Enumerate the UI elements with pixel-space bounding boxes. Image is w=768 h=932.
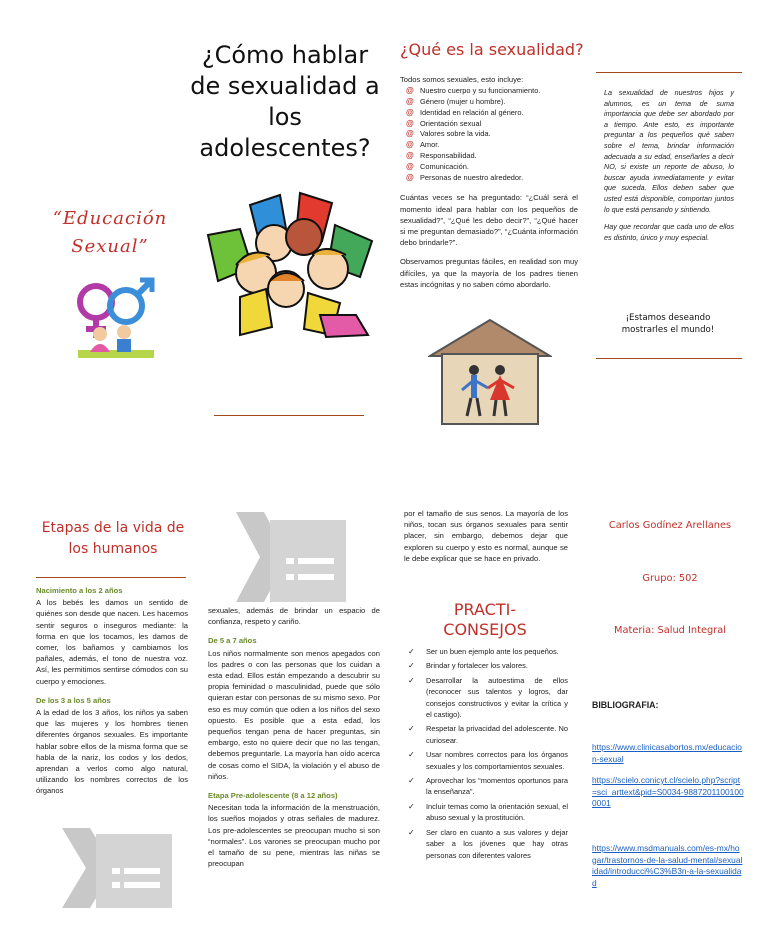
- practiconsejos-heading-line2: CONSEJOS: [443, 620, 527, 639]
- children-circle-illustration: [200, 185, 380, 340]
- at-bullet-icon: @: [406, 161, 414, 171]
- house-family-illustration: [428, 318, 552, 428]
- check-icon: ✓: [408, 724, 415, 734]
- check-icon: ✓: [408, 776, 415, 786]
- check-icon: ✓: [408, 647, 415, 656]
- bibliography-title: BIBLIOGRAFIA:: [592, 700, 659, 710]
- list-item: @ Valores sobre la vida.: [406, 129, 491, 139]
- list-item: @ Identidad en relación al género.: [406, 107, 524, 117]
- list-item: @ Amor.: [406, 140, 440, 150]
- list-item: @ Orientación sexual: [406, 118, 482, 128]
- list-item: ✓ Incluir temas como la orientación sexual, el abuso sexual y la prostitución.: [408, 801, 568, 823]
- back1-divider: [36, 577, 186, 578]
- at-bullet-icon: @: [406, 107, 414, 117]
- list-item: @ Comunicación.: [406, 161, 469, 171]
- check-icon: ✓: [408, 827, 415, 837]
- col4-closing: ¡Estamos deseando mostrarles el mundo!: [621, 313, 715, 335]
- at-bullet-icon: @: [406, 86, 414, 96]
- image-placeholder-icon: [236, 512, 346, 602]
- col4-text: [604, 88, 734, 250]
- list-item: ✓ Aprovechar los “momentos oportunos para la enseñanza”.: [408, 776, 568, 797]
- stage3-title: De 5 a 7 años: [208, 636, 257, 646]
- author-name: Carlos Godínez Arellanes: [608, 520, 732, 531]
- list-item: @ Nuestro cuerpo y su funcionamiento.: [406, 86, 541, 96]
- biblio-link-2[interactable]: https://scielo.conicyt.cl/scielo.php?script=sci_arttext&pid=S0034-98872011001000001: [592, 775, 744, 808]
- practiconsejos-heading: [410, 600, 560, 640]
- at-bullet-icon: @: [406, 172, 414, 182]
- subtitle-line1: “Educación: [52, 208, 168, 229]
- group-label: Grupo: 502: [642, 573, 698, 584]
- col2-divider: [214, 415, 364, 416]
- list-item: @ Personas de nuestro alrededor.: [406, 172, 524, 182]
- stage4-text: Necesitan toda la información de la menstruación, los sueños mojados y otras señales de madurez. Los pre-adolescentes se preocupan mucho si son “normales”. Los varones se preocupan mucho por el tamaño de su pene, mientras las niñas se preocupan: [208, 803, 380, 869]
- subject-label: Materia: Salud Integral: [614, 625, 726, 636]
- biblio-link-1[interactable]: https://www.clinicasabortos.mx/educacion-sexual: [592, 742, 742, 764]
- gender-symbols-image: [68, 272, 164, 368]
- stage1-text: A los bebés les damos un sentido de quiénes son desde que nacen. Les hacemos sentir seguros o inseguros mediante: la forma en que los tocamos, les damos de comer, los bañamos y cambiamos los pañales, además, el tono de nuestra voz. Así, les permitimos sentirse cómodos con su cuerpo y emociones.: [36, 598, 188, 686]
- list-item: ✓ Desarrollar la autoestima de ellos (reconocer sus talentos y logros, dar consejos constructivos y evitar la crítica y el castigo).: [408, 675, 568, 720]
- check-icon: ✓: [408, 750, 415, 760]
- col4-paragraph-1: La sexualidad de nuestros hijos y alumnos, es un tema de suma importancia que debe ser abordado por a tiempo. Ante esto, es importante preguntar a los pequeños qué saben sobre el tema, brindar información adecuada a su edad, enseñarles a decir NO, si existe un reporte de abuso, lo buscar ayuda inmediatamente y evitar que suceda. Ellos deben saber que usted está disponible, comportan juntos lo que está pensando y sintiendo.: [604, 88, 734, 214]
- etapas-continued-section: [208, 605, 380, 877]
- at-bullet-icon: @: [406, 140, 414, 150]
- list-item: @ Responsabilidad.: [406, 150, 477, 160]
- sexualidad-heading: ¿Qué es la sexualidad?: [400, 40, 584, 59]
- check-icon: ✓: [408, 661, 415, 671]
- at-bullet-icon: @: [406, 150, 414, 160]
- subtitle-line2: Sexual”: [71, 236, 149, 257]
- biblio-link-3[interactable]: https://www.msdmanuals.com/es-mx/hogar/trastornos-de-la-salud-mental/sexualidad/introducci%C3%B3n-a-la-sexualidad: [592, 843, 743, 888]
- at-bullet-icon: @: [406, 129, 414, 139]
- sexualidad-section: [400, 74, 578, 298]
- sexualidad-intro: Todos somos sexuales, esto incluye:: [400, 75, 524, 84]
- at-bullet-icon: @: [406, 118, 414, 128]
- image-placeholder-icon: [62, 828, 172, 908]
- sexualidad-questions-paragraph: Cuántas veces se ha preguntado: “¿Cuál será el momento ideal para hablar con los pequeños de sexualidad?”, “¿Qué les debo decir?”, “¿Qué hacer si me preguntan demasiado?”, “¿Cuánta información debo brindarle?”.: [400, 193, 578, 248]
- stage4-title: Etapa Pre-adolescente (8 a 12 años): [208, 791, 338, 801]
- stage3-text: Los niños normalmente son menos apegados con los padres o con las personas que los cuidan a esta edad. Ellos están empezando a descubrir su propia feminidad o masculinidad, puede que sólo quieran estar con personas de su mismo sexo. Por eso es muy común que odien a los niños del sexo opuesto. Es posible que a esta edad, los pequeños tengan pena de hacer preguntas, sin embargo, esto no quiere decir que no las tengan, debemos preguntarle. La mayoría han oído acerca de cosas como el SIDA, la violación y el abuso de niños.: [208, 648, 380, 781]
- list-item: ✓ Ser claro en cuanto a sus valores y dejar saber a los jóvenes que hay otras personas con diferentes valores: [408, 827, 568, 860]
- list-item: ✓ Respetar la privacidad del adolescente. No curiosear.: [408, 724, 568, 745]
- check-icon: ✓: [408, 801, 415, 811]
- subtitle-educacion-sexual: [40, 205, 180, 261]
- list-item: ✓ Brindar y fortalecer los valores.: [408, 661, 528, 671]
- col4-bottom-divider: [596, 358, 742, 359]
- stage2-title: De los 3 a los 5 años: [36, 695, 111, 705]
- stage2-text: A la edad de los 3 años, los niños ya saben que las mujeres y los hombres tienen diferentes órganos sexuales. Es importante hablar sobre ellos de la misma forma que se habla de la nariz, los codos y los dedos, aprendan a verlos como algo natural, utilizando los nombres correctos de los órganos: [36, 708, 188, 796]
- check-icon: ✓: [408, 675, 415, 685]
- list-item: ✓ Usar nombres correctos para los órganos sexuales y los comportamientos sexuales.: [408, 750, 568, 771]
- sexualidad-bullet-list: [400, 86, 578, 183]
- etapas-heading: Etapas de la vida de los humanos: [41, 520, 185, 557]
- etapas-section: [36, 585, 188, 805]
- back3-top: [404, 508, 568, 572]
- col4-top-divider: [596, 72, 742, 73]
- stage1-title: Nacimiento a los 2 años: [36, 586, 123, 595]
- practiconsejos-heading-line1: PRACTI-: [453, 600, 517, 619]
- page-title: ¿Cómo hablar de sexualidad a los adolescentes?: [190, 41, 380, 162]
- tips-list: [404, 646, 568, 864]
- stage2-continued-text: sexuales, además de brindar un espacio de confianza, respeto y cariño.: [208, 606, 380, 627]
- at-bullet-icon: @: [406, 97, 414, 106]
- sexualidad-observation-paragraph: Observamos preguntas fáciles, en realidad son muy difíciles, ya que la mayoría de los padres tienen estas incógnitas y no saben cómo abordarlo.: [400, 257, 578, 289]
- list-item: ✓ Ser un buen ejemplo ante los pequeños.: [408, 647, 559, 656]
- list-item: @ Género (mujer u hombre).: [406, 97, 506, 106]
- col4-paragraph-2: Hay que recordar que cada uno de ellos es distinto, único y muy especial.: [604, 222, 734, 242]
- stage4-continued-text: por el tamaño de sus senos. La mayoría de los niños, tocan sus órganos sexuales para sentir placer, sin embargo, debemos dejar que exploren su cuerpo y esto es normal, aunque se le debe explicar que se hace en privado.: [404, 509, 568, 563]
